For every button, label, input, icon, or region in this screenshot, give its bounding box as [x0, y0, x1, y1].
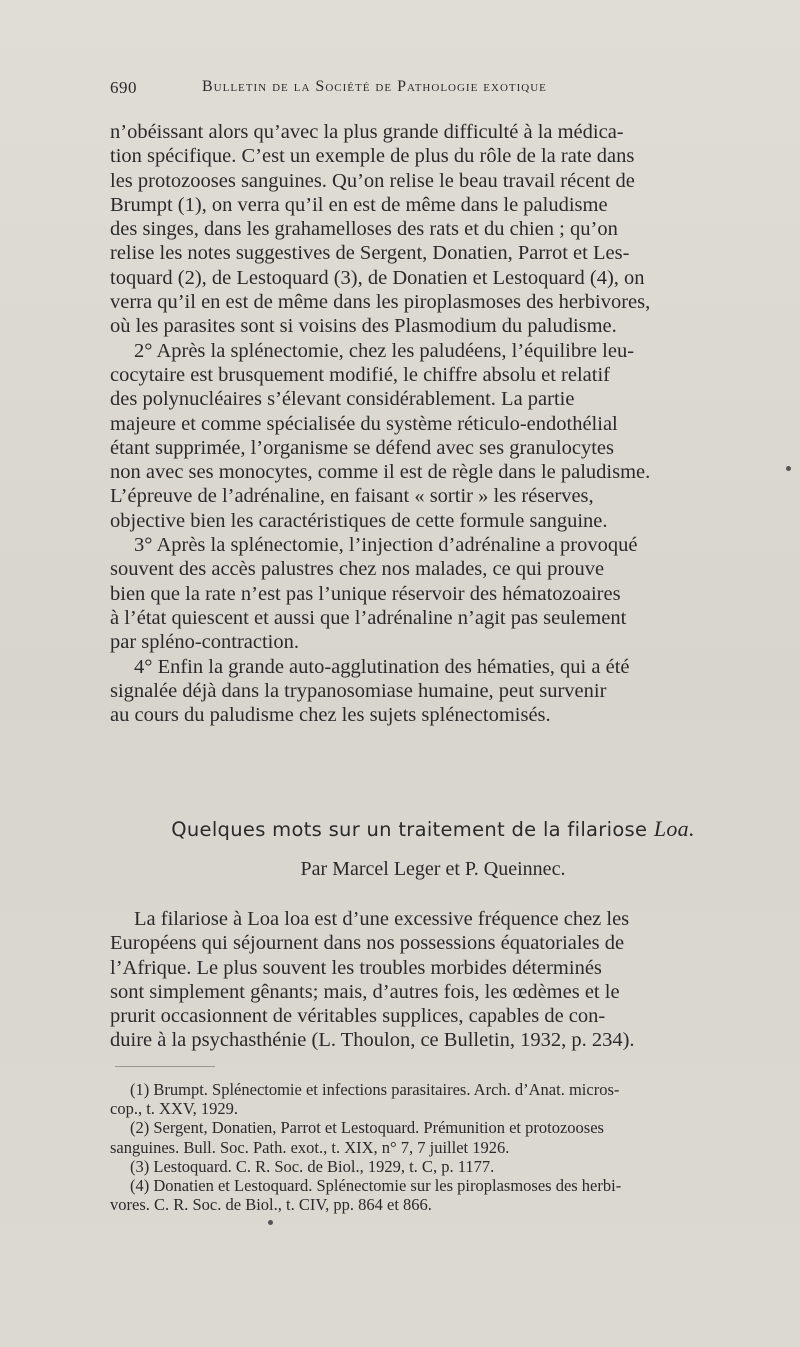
- article-byline: Par Marcel Leger et P. Queinnec.: [300, 858, 566, 880]
- text-line: non avec ses monocytes, comme il est de règle dans le paludisme.: [110, 461, 651, 484]
- text-line: objective bien les caractéristiques de cette formule sanguine.: [110, 509, 608, 532]
- text-line: cocytaire est brusquement modifié, le chiffre absolu et relatif: [110, 363, 610, 386]
- footnotes: [110, 1080, 756, 1214]
- text-line: sont simplement gênants; mais, d’autres fois, les œdèmes et le: [110, 980, 620, 1003]
- text-line: par spléno-contraction.: [110, 631, 299, 654]
- text-line: 3° Après la splénectomie, l’injection d’adrénaline a provoqué: [134, 534, 638, 557]
- text-line: 2° Après la splénectomie, chez les paludéens, l’équilibre leu-: [134, 339, 635, 362]
- running-header: [110, 78, 760, 102]
- article-body: [110, 907, 756, 1053]
- text-line: n’obéissant alors qu’avec la plus grande difficulté à la médica-: [110, 121, 624, 143]
- footnote-line: (3) Lestoquard. C. R. Soc. de Biol., 1929, t. C, p. 1177.: [130, 1156, 495, 1176]
- text-line: duire à la psychasthénie (L. Thoulon, ce Bulletin, 1932, p. 234).: [110, 1029, 635, 1052]
- text-line: signalée déjà dans la trypanosomiase humaine, peut survenir: [110, 679, 607, 702]
- page-number: 690: [110, 78, 137, 97]
- text-line: des singes, dans les grahamelloses des rats et du chien ; qu’on: [110, 218, 618, 241]
- footnote-rule: [115, 1066, 215, 1067]
- text-line: les protozooses sanguines. Qu’on relise le beau travail récent de: [110, 169, 635, 192]
- text-line: La filariose à Loa loa est d’une excessive fréquence chez les: [134, 908, 630, 930]
- text-line: des polynucléaires s’élevant considérablement. La partie: [110, 388, 575, 411]
- text-line: 4° Enfin la grande auto-agglutination des hématies, qui a été: [134, 655, 630, 678]
- text-line: souvent des accès palustres chez nos malades, ce qui prouve: [110, 558, 605, 581]
- print-speck: [786, 466, 791, 471]
- text-line: L’épreuve de l’adrénaline, en faisant « sortir » les réserves,: [110, 485, 594, 508]
- text-line: Brumpt (1), on verra qu’il en est de même dans le paludisme: [110, 193, 608, 216]
- text-line: prurit occasionnent de véritables supplices, capables de con-: [110, 1005, 606, 1028]
- article-title-italic: Loa.: [653, 816, 695, 841]
- text-line: toquard (2), de Lestoquard (3), de Donatien et Lestoquard (4), on: [110, 266, 645, 289]
- text-line: relise les notes suggestives de Sergent, Donatien, Parrot et Les-: [110, 242, 630, 265]
- footnote-line: (4) Donatien et Lestoquard. Splénectomie sur les piroplasmoses des herbi-: [130, 1176, 622, 1196]
- text-line: au cours du paludisme chez les sujets splénectomisés.: [110, 704, 551, 727]
- text-line: où les parasites sont si voisins des Plasmodium du paludisme.: [110, 315, 617, 338]
- footnote-line: sanguines. Bull. Soc. Path. exot., t. XIX, n° 7, 7 juillet 1926.: [110, 1137, 510, 1157]
- text-line: verra qu’il en est de même dans les piroplasmoses des herbivores,: [110, 291, 651, 314]
- article-title-text: Quelques mots sur un traitement de la filariose: [171, 818, 648, 841]
- footnote-line: cop., t. XXV, 1929.: [110, 1099, 239, 1119]
- running-title: Bulletin de la Société de Pathologie exotique: [202, 78, 547, 95]
- text-line: l’Afrique. Le plus souvent les troubles morbides déterminés: [110, 956, 602, 979]
- text-line: tion spécifique. C’est un exemple de plus du rôle de la rate dans: [110, 145, 635, 168]
- footnote-line: (1) Brumpt. Splénectomie et infections parasitaires. Arch. d’Anat. micros-: [130, 1080, 620, 1099]
- footnote-line: (2) Sergent, Donatien, Parrot et Lestoquard. Prémunition et protozooses: [130, 1118, 604, 1138]
- text-line: bien que la rate n’est pas l’unique réservoir des hématozoaires: [110, 582, 621, 605]
- text-line: Européens qui séjournent dans nos possessions équatoriales de: [110, 932, 625, 955]
- text-line: étant supprimée, l’organisme se défend avec ses granulocytes: [110, 436, 614, 459]
- print-speck: [268, 1220, 273, 1225]
- text-line: majeure et comme spécialisée du système réticulo-endothélial: [110, 412, 618, 435]
- footnote-line: vores. C. R. Soc. de Biol., t. CIV, pp. 864 et 866.: [110, 1195, 432, 1215]
- section1-body: [110, 120, 756, 727]
- text-line: à l’état quiescent et aussi que l’adrénaline n’agit pas seulement: [110, 606, 627, 629]
- article-title: [110, 816, 756, 842]
